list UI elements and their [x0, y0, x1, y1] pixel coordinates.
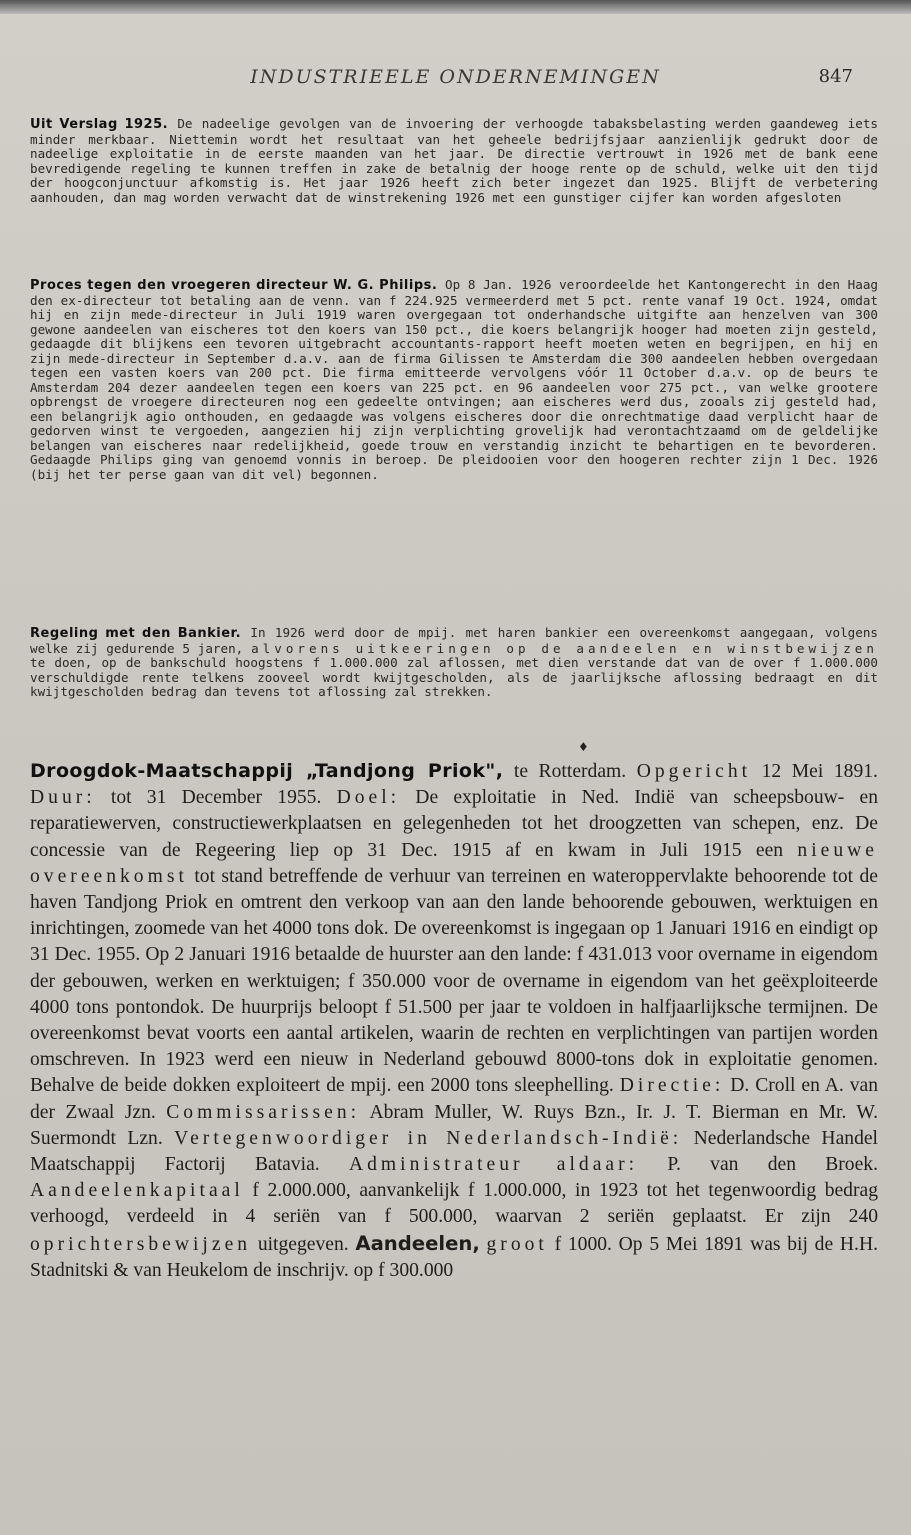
- duration-label: Duur:: [30, 787, 96, 809]
- founders-shares-label: oprichtersbewijzen: [30, 1233, 252, 1255]
- section-verslag: [30, 117, 878, 205]
- section-lead: Proces tegen den vroegeren directeur W. G. Philips.: [30, 278, 438, 293]
- share-size-label: groot: [486, 1233, 548, 1255]
- commissioners-label: Commissarissen:: [166, 1101, 361, 1123]
- representative-label: Vertegenwoordiger in Nederlandsch-Indië:: [174, 1127, 683, 1149]
- share-size-value: f 1000. Op 5 Mei 1891 was bij de H.H. Stadnitski & van Heukelom de inschrijv. op f 300.000: [30, 1233, 878, 1281]
- management-value: D. Croll en A. van der Zwaal Jzn.: [30, 1075, 879, 1123]
- section-regeling: [30, 626, 878, 700]
- administrator-label: Administrateur aldaar:: [348, 1154, 639, 1176]
- shares-label: Aandeelen,: [355, 1231, 480, 1255]
- founders-shares-value: uitgegeven.: [257, 1233, 349, 1255]
- agreement-text: tot stand betreffende de verhuur van terreinen en wateroppervlakte behoorende tot de haven Tandjong Priok en omtrent den verkoop van aan den lande behoorende gebouwen, werktuigen en inrichtingen, zoomede van het 4000 tons dok. De overeenkomst is ingegaan op 1 Januari 1916 en eindigt op 31 Dec. 1955. Op 2 Januari 1916 betaalde de huurster aan den lande: f 431.013 voor overname in eigendom der gebouwen, werken en werktuigen; f 350.000 voor de overname in eigendom van het geëxploiteerde 4000 tons pontondok. De huurprijs beloopt f 51.500 per jaar te voldoen in halfjaarlijksche termijnen. De overeenkomst bevat voorts een aantal artikelen, waarin de rechten en verplichtingen van partijen worden omschreven. In 1923 werd een nieuw in Nederland gebouwd 8000-tons dok in exploitatie genomen. Behalve de beide dokken exploiteert de mpij. een 2000 tons sleephelling.: [30, 865, 878, 1097]
- running-title: INDUSTRIEELE ONDERNEMINGEN: [250, 66, 661, 88]
- administrator-value: P. van den Broek.: [667, 1154, 878, 1176]
- commissioners-value: Abram Muller, W. Ruys Bzn., Ir. J. T. Bierman en Mr. W. Suermondt Lzn.: [30, 1101, 878, 1149]
- company-name: Droogdok-Maatschappij „Tandjong Priok",: [30, 760, 504, 782]
- purpose-value: De exploitatie in Ned. Indië van scheepsbouw- en reparatiewerven, constructiewerkplaatsen en gelegenheden tot het droogzetten van schepen, enz. De concessie van de Regeering liep op 31 Dec. 1915 af en kwam in Juli 1915 een: [30, 787, 879, 861]
- section-proces: [30, 278, 878, 482]
- company-entry: [30, 758, 878, 1284]
- representative-value: Nederlandsche Handel Maatschappij Factorij Batavia.: [30, 1127, 879, 1176]
- divider-ornament: ♦: [578, 740, 589, 754]
- section-lead: Uit Verslag 1925.: [30, 117, 169, 132]
- founded-value: 12 Mei 1891.: [761, 761, 878, 782]
- running-head: [40, 66, 871, 96]
- company-place: te Rotterdam.: [513, 761, 627, 782]
- new-agreement-label: nieuwe overeenkomst: [30, 839, 879, 887]
- section-text: te doen, op de bankschuld hoogstens f 1.000.000 zal aflossen, met dien verstande dat van de over f 1.000.000 verschuldigde rente telkens zooveel wordt kwijtgescholden, als de jaarlijksche aflossing bedraagt en dit kwijtgescholden bedrag dan tevens tot aflossing zal strekken.: [30, 655, 878, 699]
- section-lead: Regeling met den Bankier.: [30, 626, 242, 641]
- page-number: 847: [818, 66, 853, 87]
- section-spaced-text: alvorens uitkeeringen op de aandeelen en winstbewijzen: [251, 640, 878, 656]
- section-text: Op 8 Jan. 1926 veroordeelde het Kantongerecht in den Haag den ex-directeur tot betaling aan de venn. van f 224.925 vermeerderd met 5 pct. rente vanaf 19 Oct. 1924, omdat hij en zijn mede-directeur in Juli 1919 waren overgegaan tot onderhandsche uitgifte aan henzelven van 300 gewone aandeelen van eischeres tot den koers van 150 pct., die koers belangrijk hooger had moeten zijn gesteld, gedaagde dit blijkens een tevoren uitgebracht accountants-rapport heeft moeten weten en begrijpen, en hij en zijn mede-directeur in September d.a.v. aan de firma Gilissen te Amsterdam die 300 aandeelen hebben overgedaan tegen een vasten koers van 200 pct. Die firma emitteerde vervolgens vóór 11 October d.a.v. op de beurs te Amsterdam 204 dezer aandeelen tegen een koers van 225 pct. en 96 aandeelen voor 275 pct., van welke grootere opbrengst de vroegere directeuren nog een gedeelte ontvingen; aan eischeres werd dus, zooals zij gesteld had, een belangrijk agio onthouden, en gedaagde was volgens eischeres door die onrechtmatige daad verplicht haar de gedorven winst te vergoeden, aangezien hij zijn verplichting grovelijk had verontachtzaamd om de geldelijke belangen van eischeres naar redelijkheid, goede trouw en verstandig inzicht te behartigen en te bevorderen. Gedaagde Philips ging van genoemd vonnis in beroep. De pleidooien voor den hoogeren rechter zijn 1 Dec. 1926 (bij het ter perse gaan van dit vel) begonnen.: [30, 277, 878, 482]
- section-text: De nadeelige gevolgen van de invoering der verhoogde tabaksbelasting werden gaandeweg iets minder merkbaar. Niettemin wordt het resultaat van het geheele bedrijfsjaar aanzienlijk gedrukt door de nadeelige exploitatie in de eerste maanden van het jaar. De directie vertrouwt in 1926 met de bank eene bevredigende regeling te kunnen treffen in zake de betalnig der hooge rente op de schuld, welke uit den tijd der hoogconjunctuur afkomstig is. Het jaar 1926 heeft zich beter ingezet dan 1925. Blijft de verbetering aanhouden, dan mag worden verwacht dat de winstrekening 1926 met een gunstiger cijfer kan worden afgesloten: [30, 116, 878, 205]
- founded-label: Opgericht: [636, 761, 752, 782]
- share-capital-label: Aandeelenkapitaal: [30, 1180, 244, 1202]
- management-label: Directie:: [619, 1075, 725, 1097]
- purpose-label: Doel:: [336, 787, 401, 809]
- share-capital-value: f 2.000.000, aanvankelijk f 1.000.000, in 1923 tot het tegenwoordig bedrag verhoogd, verdeeld in 4 seriën van f 500.000, waarvan 2 seriën geplaatst. Er zijn 240: [30, 1180, 879, 1228]
- section-text: In 1926 werd door de mpij. met haren bankier een overeenkomst aangegaan, volgens welke zij gedurende 5 jaren,: [30, 625, 878, 656]
- scan-top-edge: [0, 0, 911, 14]
- duration-value: tot 31 December 1955.: [110, 787, 322, 809]
